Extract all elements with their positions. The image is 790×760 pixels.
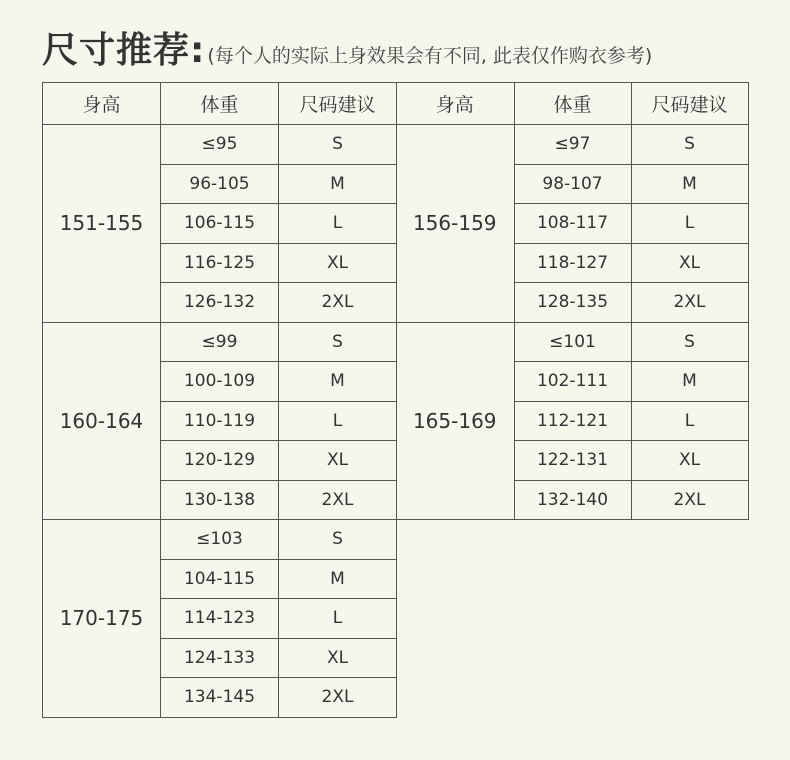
weight-cell: 102-111 (514, 362, 631, 402)
weight-cell: 96-105 (161, 164, 279, 204)
size-cell: M (279, 362, 397, 402)
size-cell: S (631, 125, 748, 165)
weight-cell: 114-123 (161, 599, 279, 639)
weight-cell: 132-140 (514, 480, 631, 520)
table-row (43, 322, 397, 362)
size-table-right (396, 82, 749, 520)
weight-cell: 112-121 (514, 401, 631, 441)
weight-cell: 106-115 (161, 204, 279, 244)
table-row (396, 125, 748, 165)
weight-cell: 118-127 (514, 243, 631, 283)
height-range-cell: 156-159 (396, 125, 514, 323)
size-cell: M (631, 164, 748, 204)
weight-cell: ≤99 (161, 322, 279, 362)
size-cell: 2XL (279, 678, 397, 718)
size-cell: XL (279, 441, 397, 481)
weight-cell: ≤95 (161, 125, 279, 165)
size-cell: S (631, 322, 748, 362)
size-table-left (42, 82, 397, 718)
table-header-row (43, 83, 397, 125)
size-cell: L (279, 599, 397, 639)
size-cell: L (279, 401, 397, 441)
column-header-size: 尺码建议 (631, 83, 748, 125)
weight-cell: 98-107 (514, 164, 631, 204)
column-header-height: 身高 (43, 83, 161, 125)
size-cell: XL (279, 243, 397, 283)
weight-cell: 126-132 (161, 283, 279, 323)
weight-cell: ≤101 (514, 322, 631, 362)
weight-cell: 130-138 (161, 480, 279, 520)
height-range-cell: 151-155 (43, 125, 161, 323)
size-cell: M (279, 164, 397, 204)
weight-cell: ≤103 (161, 520, 279, 560)
size-cell: L (279, 204, 397, 244)
size-cell: M (631, 362, 748, 402)
size-cell: 2XL (631, 283, 748, 323)
weight-cell: 100-109 (161, 362, 279, 402)
weight-cell: ≤97 (514, 125, 631, 165)
size-cell: S (279, 322, 397, 362)
weight-cell: 108-117 (514, 204, 631, 244)
size-cell: S (279, 125, 397, 165)
height-range-cell: 170-175 (43, 520, 161, 718)
size-cell: L (631, 204, 748, 244)
weight-cell: 128-135 (514, 283, 631, 323)
table-row (43, 125, 397, 165)
size-cell: L (631, 401, 748, 441)
page-title: 尺寸推荐: (42, 30, 206, 71)
weight-cell: 116-125 (161, 243, 279, 283)
height-range-cell: 165-169 (396, 322, 514, 520)
table-row (396, 322, 748, 362)
table-row (43, 520, 397, 560)
weight-cell: 122-131 (514, 441, 631, 481)
size-cell: 2XL (279, 283, 397, 323)
weight-cell: 104-115 (161, 559, 279, 599)
weight-cell: 120-129 (161, 441, 279, 481)
weight-cell: 110-119 (161, 401, 279, 441)
column-header-weight: 体重 (161, 83, 279, 125)
column-header-weight: 体重 (514, 83, 631, 125)
table-header-row (396, 83, 748, 125)
size-cell: S (279, 520, 397, 560)
column-header-height: 身高 (396, 83, 514, 125)
size-cell: M (279, 559, 397, 599)
height-range-cell: 160-164 (43, 322, 161, 520)
size-cell: XL (631, 243, 748, 283)
size-cell: XL (279, 638, 397, 678)
weight-cell: 134-145 (161, 678, 279, 718)
size-cell: 2XL (631, 480, 748, 520)
page-header (42, 22, 652, 73)
column-header-size: 尺码建议 (279, 83, 397, 125)
page-subtitle: (每个人的实际上身效果会有不同, 此表仅作购衣参考) (207, 45, 653, 67)
weight-cell: 124-133 (161, 638, 279, 678)
size-cell: XL (631, 441, 748, 481)
size-cell: 2XL (279, 480, 397, 520)
